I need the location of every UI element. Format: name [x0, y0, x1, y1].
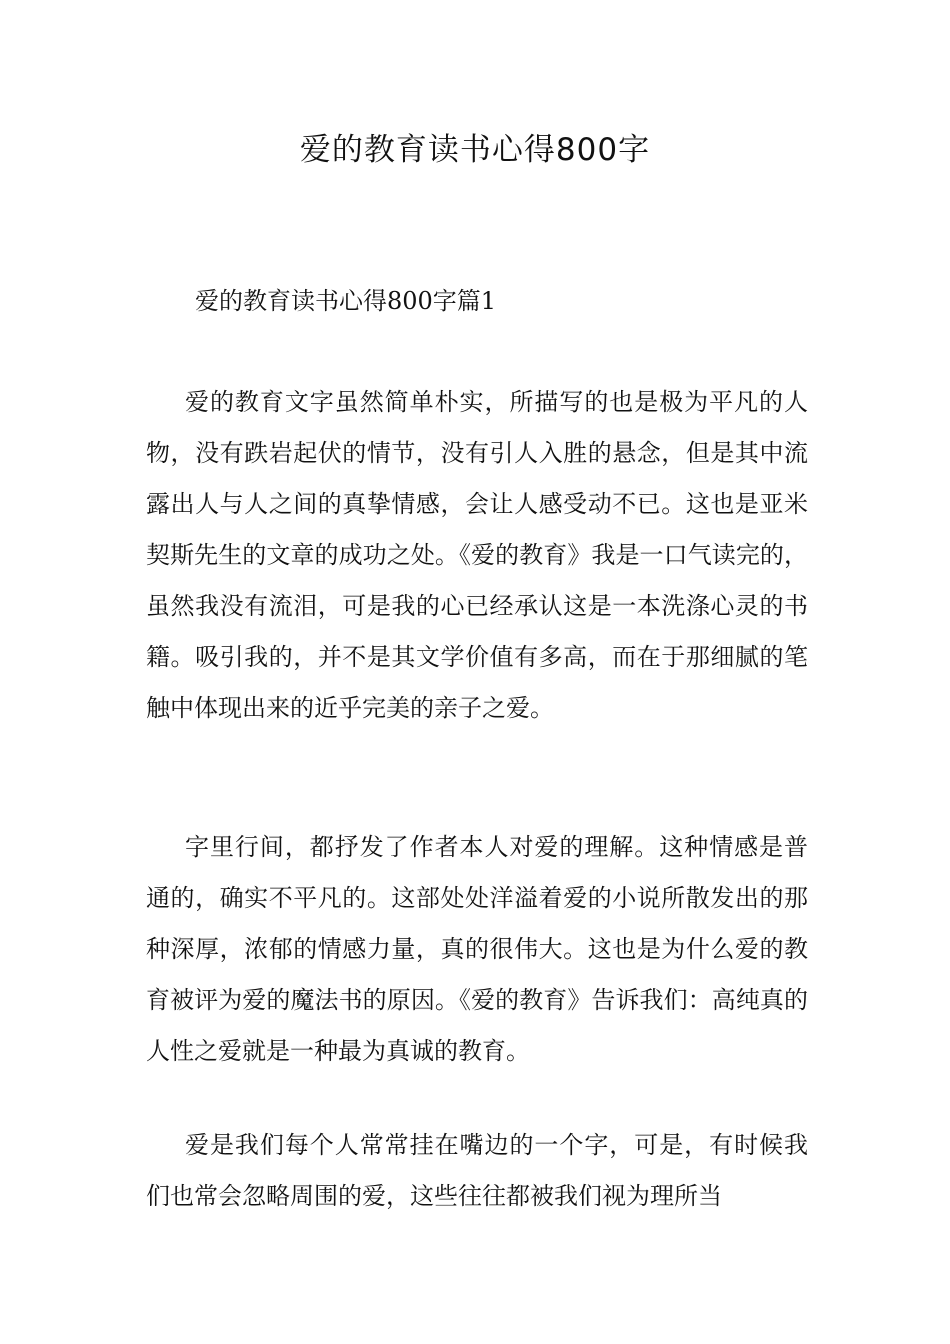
paragraph-2: 字里行间，都抒发了作者本人对爱的理解。这种情感是普通的，确实不平凡的。这部处处洋溢着爱的小说所散发出的那种深厚，浓郁的情感力量，真的很伟大。这也是为什么爱的教育被评为爱的魔法书的原因。《爱的教育》告诉我们：高纯真的人性之爱就是一种最为真诚的教育。	[146, 833, 808, 1065]
paragraph-1: 爱的教育文字虽然简单朴实，所描写的也是极为平凡的人物，没有跌岩起伏的情节，没有引人入胜的悬念，但是其中流露出人与人之间的真挚情感，会让人感受动不已。这也是亚米契斯先生的文章的成功之处。《爱的教育》我是一口气读完的，虽然我没有流泪，可是我的心已经承认这是一本洗涤心灵的书籍。吸引我的，并不是其文学价值有多高，而在于那细腻的笔触中体现出来的近乎完美的亲子之爱。	[146, 388, 808, 722]
paragraph-3: 爱是我们每个人常常挂在嘴边的一个字，可是，有时候我们也常会忽略周围的爱，这些往往都被我们视为理所当	[146, 1131, 808, 1210]
section-heading: 爱的教育读书心得800字篇1	[195, 287, 497, 315]
document-title: 爱的教育读书心得800字	[299, 132, 651, 168]
